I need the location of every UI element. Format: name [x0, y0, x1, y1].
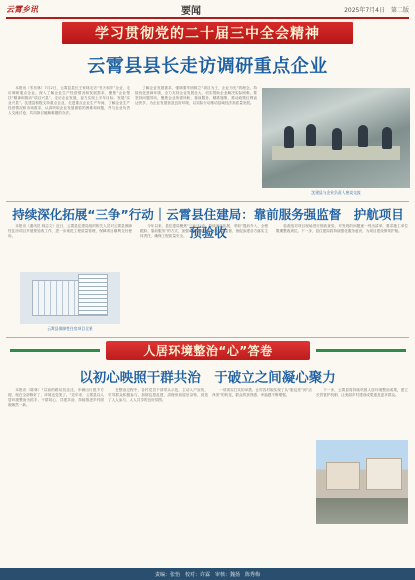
article1-text-1: 本报讯（朱东林）7月2日，云霄县县长王家林走访“书天和乡”企业，走访调研重点企业。深入了解企业生产经营情况和发展需求，聚焦“企业帮扶”精神和推动“项目兴县”，走访企业发展，奋力实现上半年目标，发展“实业兴县”。沈建县积极支持重点企业，走进重点企业生产车间，了解企业生产经营情况和市场需求，认真听取企业发展面临的困难和问题，并与企业负责人交流讨论，共同探讨破解难题的办法。 — [8, 86, 130, 116]
village-photo — [316, 440, 408, 524]
divider — [6, 337, 409, 338]
person — [382, 127, 392, 149]
person — [358, 125, 368, 147]
section-banner: 人居环境整治“心”答卷 — [106, 341, 310, 360]
article1-text-2: 了解企业发展需求，强调要牢固树立“项目为王、企业为先”的理念，持续优化营商环境，全力支持企业发展壮大，切实帮助企业解决实际困难。要坚持问题导向，聚焦企业所需所盼，靠前服务，精准施策，推动政策红利直达快享，为企业发展营造良好环境，以实际行动推动县域经济高质量发展。 — [135, 86, 257, 106]
building-tower — [78, 274, 108, 316]
article2-column-1 — [8, 224, 132, 268]
article3-column-1 — [8, 388, 104, 564]
meeting-photo — [262, 88, 410, 188]
article2-column-2 — [140, 224, 268, 332]
article3-column-4 — [316, 388, 408, 436]
article1-column-2 — [135, 86, 257, 196]
article3-headline: 以初心映照干群共治 于破立之间凝心聚力 — [79, 370, 336, 386]
article3-column-3 — [212, 388, 312, 564]
person — [332, 128, 342, 150]
building-photo-caption: 云霄县保障性住房项目全景 — [47, 326, 93, 331]
person — [306, 124, 316, 146]
issue-date: 2025年7月4日 第二版 — [344, 6, 409, 14]
article2-text-1: 本报讯（通讯员 林志文）近日，云霄县住建局组织相关人员对云霄县保障性住房项目开展预验收工作，进一步规范工程质量管理，保障项目顺利交付使用。 — [8, 224, 132, 239]
building-photo — [20, 272, 120, 324]
paper-name: 云霄乡讯 — [6, 3, 38, 14]
editor-credits: 责编：张怡 校对：许霖 审核：魏扬 陈秀梅 — [0, 568, 415, 580]
theme-banner: 学习贯彻党的二十届三中全会精神 — [62, 22, 353, 44]
article3-text-4: 下一步，云霄县将持续巩固人居环境整治成果，建立长效管护机制，让美丽乡村建设成果惠及更多群众。 — [316, 388, 408, 398]
article2-text-3: 检查组对项目现场进行细致查验，对发现的问题逐一列出清单，要求施工单位限期整改到位。下一步，县住建局将持续强化服务意识，为项目建设保驾护航。 — [276, 224, 408, 234]
masthead — [6, 2, 409, 16]
article3-text-3: 一项项实打实的举措，让村容村貌实现了从“脏乱差”到“洁净美”的转变，群众的获得感、幸福感不断增强。 — [212, 388, 312, 398]
meeting-photo-caption: 沈建县与企业负责人座谈交流 — [311, 190, 361, 195]
article1-column-1 — [8, 86, 130, 196]
divider — [6, 201, 409, 202]
article2-headline: 持续深化拓展“三争”行动｜云霄县住建局：靠前服务强监督 护航项目预验收 — [12, 207, 404, 240]
masthead-rule — [6, 17, 409, 19]
article3-column-2 — [108, 388, 208, 564]
article2-column-3 — [276, 224, 408, 332]
article3-text-1: 本报讯（陈林）“以前的路坑坑洼洼，车辆出行很不方便，现在全部修好了，环境也变美了。”近年来，云霄县以人居环境整治为抓手，干群同心、共建共治，持续推进乡村面貌焕然一新。 — [8, 388, 104, 408]
article2-text-2: 今年以来，县住建局聚焦“三争”行动，持续深化拓展，采取“提前介入、全程跟踪、靠前服务”的方式，加强对在建项目的质量安全监督，督促参建各方落实主体责任，确保工程质量安全。 — [140, 224, 268, 239]
person — [284, 126, 294, 148]
article1-headline: 云霄县县长走访调研重点企业 — [87, 56, 328, 77]
article3-text-2: 在整治过程中，各村党员干部带头示范，主动入户宣传，引导群众积极参与，拆除乱搭乱建，清理房前屋后杂物，营造了人人参与、人人共享的良好氛围。 — [108, 388, 208, 403]
section-title: 要闻 — [181, 5, 202, 17]
road — [316, 498, 408, 524]
house — [326, 462, 360, 490]
house — [366, 458, 402, 490]
